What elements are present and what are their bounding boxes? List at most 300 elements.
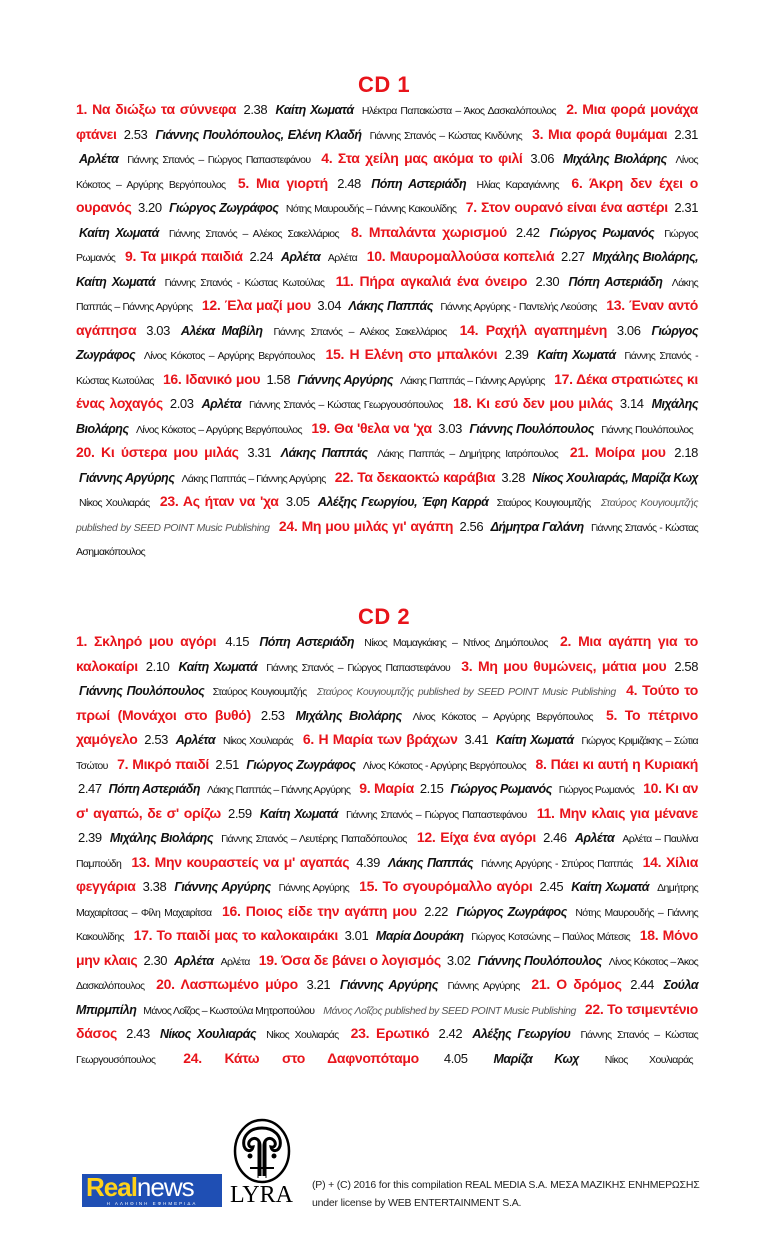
track-number: 18 . bbox=[453, 395, 476, 411]
track-title-text: Ο δρόμος bbox=[556, 976, 622, 992]
track-credits: Γιάννης Σπανός – Κώστας Γεωργουσόπουλος bbox=[76, 1029, 699, 1066]
track-artist: Μαρίζα Κωχ bbox=[493, 1051, 579, 1066]
track-credits: Λάκης Παππάς – Δημήτρης Ιατρόπουλος bbox=[377, 448, 559, 460]
track-title bbox=[76, 633, 216, 649]
track-title bbox=[466, 199, 668, 215]
track-number: 23 . bbox=[351, 1025, 376, 1041]
track-credits: Λάκης Παππάς – Γιάννης Αργύρης bbox=[181, 472, 326, 485]
track-duration: 3.28 bbox=[501, 469, 526, 485]
track-duration: 2.27 bbox=[561, 249, 585, 264]
track-credits: Νίκος Χουλιαράς bbox=[604, 1053, 693, 1066]
track-publisher: Σταύρος Κουγιουμτζής published by SEED POINT Music Publishing bbox=[316, 686, 616, 698]
track-title bbox=[367, 248, 555, 264]
track-number: 20 . bbox=[156, 976, 180, 992]
track-title bbox=[531, 976, 621, 992]
track-artist: Γιάννης Αργύρης bbox=[174, 880, 271, 894]
track-number: 16 . bbox=[222, 903, 246, 919]
track-title-text: Έλα μαζί μου bbox=[224, 297, 311, 313]
track-title bbox=[131, 854, 349, 870]
track-item bbox=[76, 633, 553, 649]
track-duration: 2.30 bbox=[535, 273, 560, 289]
track-title-text: Μοίρα μου bbox=[594, 444, 666, 460]
track-number: 10 . bbox=[367, 248, 390, 264]
track-duration: 2.44 bbox=[630, 977, 654, 992]
track-number: 15 . bbox=[326, 346, 350, 362]
track-duration: 2.46 bbox=[543, 830, 567, 845]
track-duration: 3.41 bbox=[464, 732, 489, 747]
track-title bbox=[259, 952, 441, 968]
track-artist: Καίτη Χωματά bbox=[259, 806, 338, 821]
track-duration: 1.58 bbox=[266, 371, 291, 387]
track-artist: Αρλέτα bbox=[79, 152, 119, 166]
track-title-text: Τούτο το πρωί (Μονάχοι στο βυθό) bbox=[76, 682, 699, 723]
track-credits: Νίκος Χουλιαράς bbox=[79, 497, 150, 509]
track-credits: Γιάννης Σπανός – Γιώργος Παπαστεφάνου bbox=[127, 154, 311, 166]
track-duration: 3.31 bbox=[247, 445, 272, 460]
track-duration: 2.18 bbox=[674, 445, 698, 460]
track-artist: Γιώργος Ζωγράφος bbox=[169, 201, 279, 215]
track-title bbox=[163, 371, 260, 387]
track-number: 14 . bbox=[460, 322, 486, 338]
track-credits: Νότης Μαυρουδής – Γιάννης Κακουλίδης bbox=[76, 906, 699, 943]
track-duration: 2.53 bbox=[123, 126, 148, 142]
track-title-text: Μαρία bbox=[373, 780, 414, 796]
track-credits: Γιάννης Σπανός – Γιώργος Παπαστεφάνου bbox=[266, 661, 451, 674]
track-duration: 2.31 bbox=[674, 126, 699, 142]
track-number: 16 . bbox=[163, 371, 186, 387]
track-credits: Γιώργος Ρωμανός bbox=[558, 784, 635, 796]
track-title bbox=[417, 829, 536, 845]
track-title bbox=[238, 175, 328, 191]
track-item bbox=[202, 297, 602, 313]
track-duration: 3.06 bbox=[530, 151, 555, 166]
cd1-tracklist bbox=[76, 98, 698, 586]
track-title-text: Ιδανικό μου bbox=[185, 370, 261, 387]
track-number: 14 . bbox=[643, 854, 666, 870]
track-credits: Γιάννης Σπανός – Αλέκος Σακελλάριος bbox=[273, 325, 447, 338]
track-number: 2 . bbox=[566, 101, 582, 117]
lyra-wordmark: LYRA bbox=[230, 1181, 293, 1208]
track-title-text: Μαυρομαλλούσα κοπελιά bbox=[389, 248, 555, 264]
track-duration: 2.56 bbox=[459, 518, 484, 534]
track-title-text: Τα μικρά παιδιά bbox=[140, 248, 243, 264]
track-artist: Μιχάλης Βιολάρης, Καίτη Χωματά bbox=[76, 250, 699, 289]
track-duration: 3.14 bbox=[619, 396, 644, 411]
track-title bbox=[326, 346, 498, 362]
track-number: 21 . bbox=[531, 976, 556, 992]
track-duration: 2.42 bbox=[515, 224, 540, 240]
track-artist: Λάκης Παππάς bbox=[387, 855, 473, 870]
track-title-text: Μικρό παιδί bbox=[132, 755, 209, 772]
cd1-heading: CD 1 bbox=[357, 72, 411, 97]
track-title-text: Το παιδί μας το καλοκαιράκι bbox=[156, 927, 338, 943]
realnews-logo-real: Real bbox=[86, 1171, 137, 1202]
track-title-text: Χίλια φεγγάρια bbox=[76, 853, 698, 894]
track-title-text: Μόνο μην κλαις bbox=[76, 927, 699, 968]
track-number: 8 . bbox=[535, 756, 550, 772]
track-artist: Μιχάλης Βιολάρης bbox=[109, 831, 213, 845]
track-duration: 3.03 bbox=[438, 420, 462, 436]
track-duration: 3.20 bbox=[137, 200, 162, 215]
track-credits: Λίνος Κόκοτος – Αργύρης Βεργόπουλος bbox=[143, 350, 315, 362]
track-title bbox=[461, 658, 666, 674]
track-number: 12 . bbox=[202, 297, 225, 313]
track-duration: 2.43 bbox=[126, 1026, 150, 1041]
track-duration: 2.53 bbox=[260, 707, 285, 723]
track-item bbox=[117, 756, 531, 772]
track-duration: 3.01 bbox=[344, 928, 369, 943]
track-number: 2 . bbox=[560, 633, 578, 649]
track-title-text: Μια φορά μονάχα φτάνει bbox=[76, 101, 698, 142]
track-artist: Αρλέτα bbox=[175, 733, 216, 747]
track-credits: Δημήτρης Μαχαιρίτσας – Φίλη Μαχαιρίτσα bbox=[76, 882, 699, 919]
track-number: 3 . bbox=[461, 658, 478, 674]
track-title-text: Δέκα στρατιώτες κι ένας λοχαγός bbox=[76, 370, 699, 411]
track-number: 1 . bbox=[76, 101, 92, 117]
track-title-text: Να διώξω τα σύννεφα bbox=[92, 101, 237, 117]
track-credits: Μάνος Λοΐζος – Κωστούλα Μητροπούλου bbox=[143, 1004, 315, 1017]
track-publisher: Σταύρος Κουγιουμτζής published by SEED POINT Music Publishing bbox=[76, 497, 699, 534]
track-duration: 4.39 bbox=[356, 854, 380, 870]
track-title bbox=[202, 297, 311, 313]
lyra-logo bbox=[228, 1118, 300, 1210]
track-title bbox=[351, 1025, 430, 1041]
track-item bbox=[163, 371, 550, 387]
track-duration: 4.05 bbox=[443, 1050, 468, 1066]
track-duration: 2.42 bbox=[438, 1026, 463, 1041]
track-credits: Λάκης Παππάς – Γιάννης Αργύρης bbox=[206, 784, 351, 796]
track-artist: Μαρία Δουράκη bbox=[375, 929, 464, 943]
track-credits: Αρλέτα – Παυλίνα Παμπούδη bbox=[76, 833, 699, 870]
track-title bbox=[156, 976, 298, 992]
track-credits: Λίνος Κόκοτος – Άκος Δασκαλόπουλος bbox=[76, 955, 699, 992]
track-artist: Πόπη Αστεριάδη bbox=[108, 782, 201, 796]
track-title-text: Μια φορά θυμάμαι bbox=[547, 125, 668, 142]
track-duration: 2.15 bbox=[419, 781, 444, 796]
track-title-text: Μια αγάπη για το καλοκαίρι bbox=[76, 633, 699, 674]
copyright-line-1: (P) + (C) 2016 for this compilation REAL MEDIA S.A. ΜΕΣΑ ΜΑΖΙΚΗΣ ΕΝΗΜΕΡΩΣΗΣ bbox=[312, 1178, 700, 1191]
track-credits: Γιάννης Σπανός - Κώστας Ασημακόπουλος bbox=[76, 521, 699, 558]
track-duration: 3.21 bbox=[306, 977, 331, 992]
track-duration: 2.47 bbox=[78, 781, 102, 796]
track-title-text: Μπαλάντα χωρισμού bbox=[368, 223, 507, 240]
track-number: 22 . bbox=[335, 469, 357, 485]
track-duration: 2.39 bbox=[504, 347, 529, 362]
track-number: 13 . bbox=[131, 854, 154, 870]
track-artist: Γιώργος Ζωγράφος bbox=[456, 904, 567, 919]
track-credits: Γιάννης Σπανός – Κώστας Γεωργουσόπουλος bbox=[248, 399, 444, 411]
track-credits: Γιάννης Σπανός – Γιώργος Παπαστεφάνου bbox=[346, 808, 527, 821]
track-number: 3 . bbox=[532, 126, 548, 142]
track-credits: Αρλέτα bbox=[220, 955, 250, 968]
track-item bbox=[76, 444, 563, 460]
track-artist: Γιώργος Ζωγράφος bbox=[76, 323, 699, 362]
realnews-logo-news: news bbox=[136, 1171, 194, 1202]
track-number: 5 . bbox=[606, 707, 625, 723]
track-title-text: Πάει κι αυτή η Κυριακή bbox=[550, 755, 699, 772]
track-title-text: Μη μου θυμώνεις, μάτια μου bbox=[477, 657, 667, 674]
track-artist: Λάκης Παππάς bbox=[280, 446, 368, 460]
track-credits: Γιάννης Σπανός – Αλέκος Σακελλάριος bbox=[168, 227, 339, 240]
track-publisher: Μάνος Λοΐζος published by SEED POINT Music Publishing bbox=[323, 1004, 576, 1017]
track-title-text: Το σγουρόμαλλο αγόρι bbox=[382, 878, 533, 894]
track-number: 6 . bbox=[571, 175, 589, 191]
track-duration: 3.04 bbox=[317, 298, 342, 313]
track-artist: Γιάννης Αργύρης bbox=[339, 978, 438, 992]
track-title-text: Ερωτικό bbox=[376, 1025, 430, 1041]
track-title bbox=[537, 805, 698, 821]
track-artist: Γιάννης Πουλόπουλος bbox=[477, 953, 602, 968]
track-item bbox=[131, 854, 637, 870]
lyre-icon bbox=[228, 1118, 300, 1184]
track-artist: Γιώργος Ρωμανός bbox=[450, 782, 552, 796]
track-artist: Μιχάλης Βιολάρης bbox=[295, 708, 402, 723]
track-artist: Αλέξης Γεωργίου bbox=[472, 1027, 571, 1041]
track-artist: Δήμητρα Γαλάνη bbox=[490, 519, 584, 534]
track-duration: 2.31 bbox=[674, 200, 699, 215]
track-item bbox=[156, 976, 525, 992]
track-duration: 2.45 bbox=[539, 879, 564, 894]
track-title-text: Η Μαρία των βράχων bbox=[318, 731, 458, 747]
track-item bbox=[183, 1050, 698, 1066]
track-title bbox=[303, 731, 458, 747]
track-artist: Καίτη Χωματά bbox=[275, 103, 354, 117]
track-title bbox=[336, 273, 527, 289]
track-duration: 2.30 bbox=[143, 952, 168, 968]
track-credits: Γιάννης Σπανός – Λευτέρης Παπαδόπουλος bbox=[221, 833, 407, 845]
track-artist: Γιάννης Αργύρης bbox=[297, 372, 393, 387]
track-credits: Λίνος Κόκοτος – Αργύρης Βεργόπουλος bbox=[412, 710, 593, 723]
track-credits: Γιάννης Σπανός - Κώστας Κωτούλας bbox=[76, 350, 699, 387]
track-title bbox=[532, 126, 667, 142]
track-title bbox=[117, 756, 209, 772]
track-number: 7 . bbox=[466, 199, 481, 215]
track-title bbox=[351, 224, 507, 240]
track-artist: Καίτη Χωματά bbox=[537, 348, 616, 362]
track-credits: Λίνος Κόκοτος – Αργύρης Βεργόπουλος bbox=[135, 423, 302, 436]
track-artist: Καίτη Χωματά bbox=[79, 225, 159, 240]
track-artist: Πόπη Αστεριάδη bbox=[259, 635, 355, 649]
track-title-text: Κι εσύ δεν μου μιλάς bbox=[476, 395, 613, 411]
track-artist: Πόπη Αστεριάδη bbox=[371, 176, 467, 191]
track-number: 4 . bbox=[321, 150, 338, 166]
track-title-text: Μην κουραστείς να μ' αγαπάς bbox=[154, 853, 350, 870]
track-number: 21 . bbox=[570, 444, 595, 460]
track-item bbox=[125, 248, 362, 264]
track-duration: 3.38 bbox=[142, 879, 167, 894]
track-number: 19 . bbox=[311, 420, 334, 436]
track-title-text: Άκρη δεν έχει ο ουρανός bbox=[76, 174, 699, 215]
track-title bbox=[453, 395, 613, 411]
track-artist: Πόπη Αστεριάδη bbox=[568, 274, 663, 289]
track-credits: Σταύρος Κουγιουμτζής bbox=[496, 497, 591, 509]
track-artist: Γιάννης Πουλόπουλος bbox=[469, 421, 594, 436]
track-title bbox=[335, 469, 495, 485]
track-duration: 2.53 bbox=[144, 732, 168, 747]
track-artist: Γιάννης Πουλόπουλος, Ελένη Κλαδή bbox=[155, 127, 362, 142]
track-number: 13 . bbox=[606, 297, 629, 313]
track-duration: 4.15 bbox=[225, 634, 250, 649]
track-credits: Γιάννης Σπανός – Κώστας Κινδύνης bbox=[369, 129, 523, 142]
track-duration: 2.39 bbox=[78, 830, 102, 845]
track-title bbox=[160, 493, 279, 509]
track-title-text: Έναν αντό αγάπησα bbox=[76, 297, 699, 338]
track-duration: 2.10 bbox=[145, 658, 170, 674]
realnews-logo bbox=[82, 1171, 222, 1207]
track-artist: Γιώργος Ρωμανός bbox=[549, 225, 655, 240]
track-title-text: Κι ύστερα μου μιλάς bbox=[101, 444, 239, 460]
track-artist: Γιάννης Πουλόπουλος bbox=[79, 684, 205, 698]
track-artist: Αρλέτα bbox=[574, 831, 615, 845]
track-artist: Μιχάλης Βιολάρης bbox=[76, 397, 699, 436]
track-artist: Αλέκα Μαβίλη bbox=[180, 323, 263, 338]
track-duration: 2.38 bbox=[243, 102, 268, 117]
track-number: 18 . bbox=[640, 927, 663, 943]
track-number: 11 . bbox=[537, 805, 560, 821]
track-credits: Γιάννης Αργύρης - Σπύρος Παππάς bbox=[481, 857, 633, 870]
track-title-text: Σκληρό μου αγόρι bbox=[94, 633, 217, 649]
track-item bbox=[359, 780, 639, 796]
track-number: 11 . bbox=[336, 273, 360, 289]
track-duration: 2.24 bbox=[249, 249, 274, 264]
track-credits: Γιάννης Αργύρης - Παντελής Λεούσης bbox=[440, 301, 597, 313]
track-artist: Αλέξης Γεωργίου, Έφη Καρρά bbox=[317, 495, 489, 509]
track-credits: Νίκος Χουλιαράς bbox=[222, 735, 294, 747]
track-duration: 2.51 bbox=[215, 756, 240, 772]
track-title bbox=[279, 518, 453, 534]
track-duration: 2.03 bbox=[169, 396, 194, 411]
track-title-text: Στον ουρανό είναι ένα αστέρι bbox=[481, 199, 668, 215]
track-title-text: Είχα ένα αγόρι bbox=[440, 829, 536, 845]
track-title bbox=[359, 780, 414, 796]
track-credits: Λίνος Κόκοτος - Αργύρης Βεργόπουλος bbox=[362, 759, 527, 772]
track-title-text: Κι αν σ' αγαπώ, δε σ' ορίζω bbox=[76, 780, 699, 821]
track-title-text: Ραχήλ αγαπημένη bbox=[485, 321, 607, 338]
track-title bbox=[570, 444, 666, 460]
track-credits: Γιάννης Σπανός - Κώστας Κωτούλας bbox=[164, 276, 325, 289]
track-duration: 2.59 bbox=[228, 805, 252, 821]
track-title bbox=[311, 420, 432, 436]
cd2-tracklist bbox=[76, 630, 698, 1094]
track-artist: Νίκος Χουλιαράς, Μαρίζα Κωχ bbox=[532, 470, 699, 485]
track-title-text: Λασπωμένο μύρο bbox=[180, 976, 298, 992]
track-number: 24 . bbox=[183, 1050, 224, 1066]
track-title-text: Τα δεκαοκτώ καράβια bbox=[357, 468, 496, 485]
track-credits: Λάκης Παππάς – Γιάννης Αργύρης bbox=[400, 374, 545, 387]
track-credits: Γιάννης Αργύρης bbox=[447, 980, 520, 992]
track-title-text: Μια γιορτή bbox=[256, 174, 328, 191]
track-title bbox=[222, 903, 417, 919]
track-artist: Καίτη Χωματά bbox=[178, 659, 258, 674]
track-credits: Γιάννης Αργύρης bbox=[278, 882, 350, 894]
track-number: 23 . bbox=[160, 493, 183, 509]
track-title-text: Πήρα αγκαλιά ένα όνειρο bbox=[359, 272, 528, 289]
track-duration: 3.06 bbox=[616, 322, 641, 338]
track-title bbox=[134, 927, 338, 943]
track-title-text: Η Ελένη στο μπαλκόνι bbox=[349, 346, 498, 362]
track-credits: Ηλέκτρα Παπακώστα – Άκος Δασκαλόπουλος bbox=[361, 105, 556, 117]
track-title-text: Μην κλαις για μένανε bbox=[559, 804, 699, 821]
track-title bbox=[183, 1050, 419, 1066]
track-credits: Νότης Μαυρουδής – Γιάννης Κακουλίδης bbox=[285, 203, 457, 215]
track-duration: 3.02 bbox=[446, 952, 471, 968]
track-number: 15 . bbox=[359, 878, 382, 894]
track-artist: Αρλέτα bbox=[201, 397, 241, 411]
track-credits: Γιώργος Κριμιζάκης – Σώτια Τσώτου bbox=[76, 735, 699, 772]
track-artist: Καίτη Χωματά bbox=[495, 733, 574, 747]
track-item bbox=[76, 101, 561, 117]
track-title-text: Κάτω στο Δαφνοπόταμο bbox=[224, 1049, 419, 1066]
copyright-notice bbox=[312, 1176, 700, 1212]
track-number: 5 . bbox=[238, 175, 256, 191]
track-credits: Γιώργος Κοτσώνης – Παύλος Μάτεσις bbox=[471, 931, 631, 943]
track-number: 1 . bbox=[76, 633, 94, 649]
track-number: 9 . bbox=[125, 248, 140, 264]
track-number: 7 . bbox=[117, 756, 132, 772]
track-artist: Αρλέτα bbox=[280, 250, 321, 264]
track-title-text: Ας ήταν να 'χα bbox=[182, 493, 279, 509]
track-title bbox=[76, 101, 236, 117]
track-credits: Γιάννης Πουλόπουλος bbox=[601, 423, 694, 436]
track-number: 8 . bbox=[351, 224, 369, 240]
track-title-text: Το πέτρινο χαμόγελο bbox=[76, 706, 699, 747]
track-title bbox=[460, 322, 607, 338]
track-number: 19 . bbox=[259, 952, 281, 968]
track-number: 12 . bbox=[417, 829, 440, 845]
track-duration: 2.48 bbox=[337, 175, 361, 191]
track-title bbox=[321, 150, 522, 166]
track-title bbox=[535, 756, 698, 772]
track-title-text: Όσα δε βάνει ο λογισμός bbox=[281, 951, 441, 968]
track-credits: Αρλέτα bbox=[327, 252, 358, 264]
track-credits: Ηλίας Καραγιάννης bbox=[476, 178, 559, 191]
track-title bbox=[359, 878, 532, 894]
track-title-text: Ποιος είδε την αγάπη μου bbox=[245, 902, 417, 919]
track-title-text: Το τσιμεντένιο δάσος bbox=[76, 1000, 699, 1041]
track-duration: 3.05 bbox=[285, 494, 310, 509]
realnews-tagline: Η ΑΛΗΘΙΝΗ ΕΦΗΜΕΡΙΔΑ bbox=[106, 1200, 198, 1206]
track-item bbox=[311, 420, 698, 436]
track-credits: Γιώργος Ρωμανός bbox=[76, 227, 699, 264]
track-artist: Γιάννης Αργύρης bbox=[79, 470, 175, 485]
track-artist: Νίκος Χουλιαράς bbox=[159, 1027, 257, 1041]
track-number: 4 . bbox=[626, 682, 642, 698]
track-number: 9 . bbox=[359, 780, 374, 796]
track-artist: Καίτη Χωματά bbox=[571, 880, 650, 894]
track-duration: 3.03 bbox=[146, 322, 170, 338]
track-title bbox=[76, 444, 239, 460]
track-item bbox=[134, 927, 636, 943]
track-artist: Μιχάλης Βιολάρης bbox=[562, 152, 667, 166]
track-credits: Λάκης Παππάς – Γιάννης Αργύρης bbox=[76, 276, 699, 313]
track-number: 17 . bbox=[134, 927, 157, 943]
track-artist: Αρλέτα bbox=[174, 953, 214, 968]
track-number: 6 . bbox=[303, 731, 319, 747]
track-title bbox=[125, 248, 243, 264]
track-artist: Λάκης Παππάς bbox=[348, 299, 433, 313]
track-duration: 2.22 bbox=[424, 903, 448, 919]
track-title-text: Μη μου μιλάς γι' αγάπη bbox=[301, 517, 454, 534]
track-artist: Γιώργος Ζωγράφος bbox=[246, 757, 356, 772]
track-credits: Νίκος Χουλιαράς bbox=[266, 1029, 339, 1041]
track-credits: Σταύρος Κουγιουμτζής bbox=[212, 686, 307, 698]
copyright-line-2: under license by WEB ENTERTAINMENT S.A. bbox=[312, 1196, 522, 1209]
track-title-text: Στα χείλη μας ακόμα το φιλί bbox=[337, 150, 523, 166]
track-number: 24 . bbox=[279, 518, 302, 534]
track-number: 17 . bbox=[554, 371, 576, 387]
track-artist: Σούλα Μπιρμπίλη bbox=[76, 978, 699, 1017]
track-duration: 2.58 bbox=[674, 658, 699, 674]
